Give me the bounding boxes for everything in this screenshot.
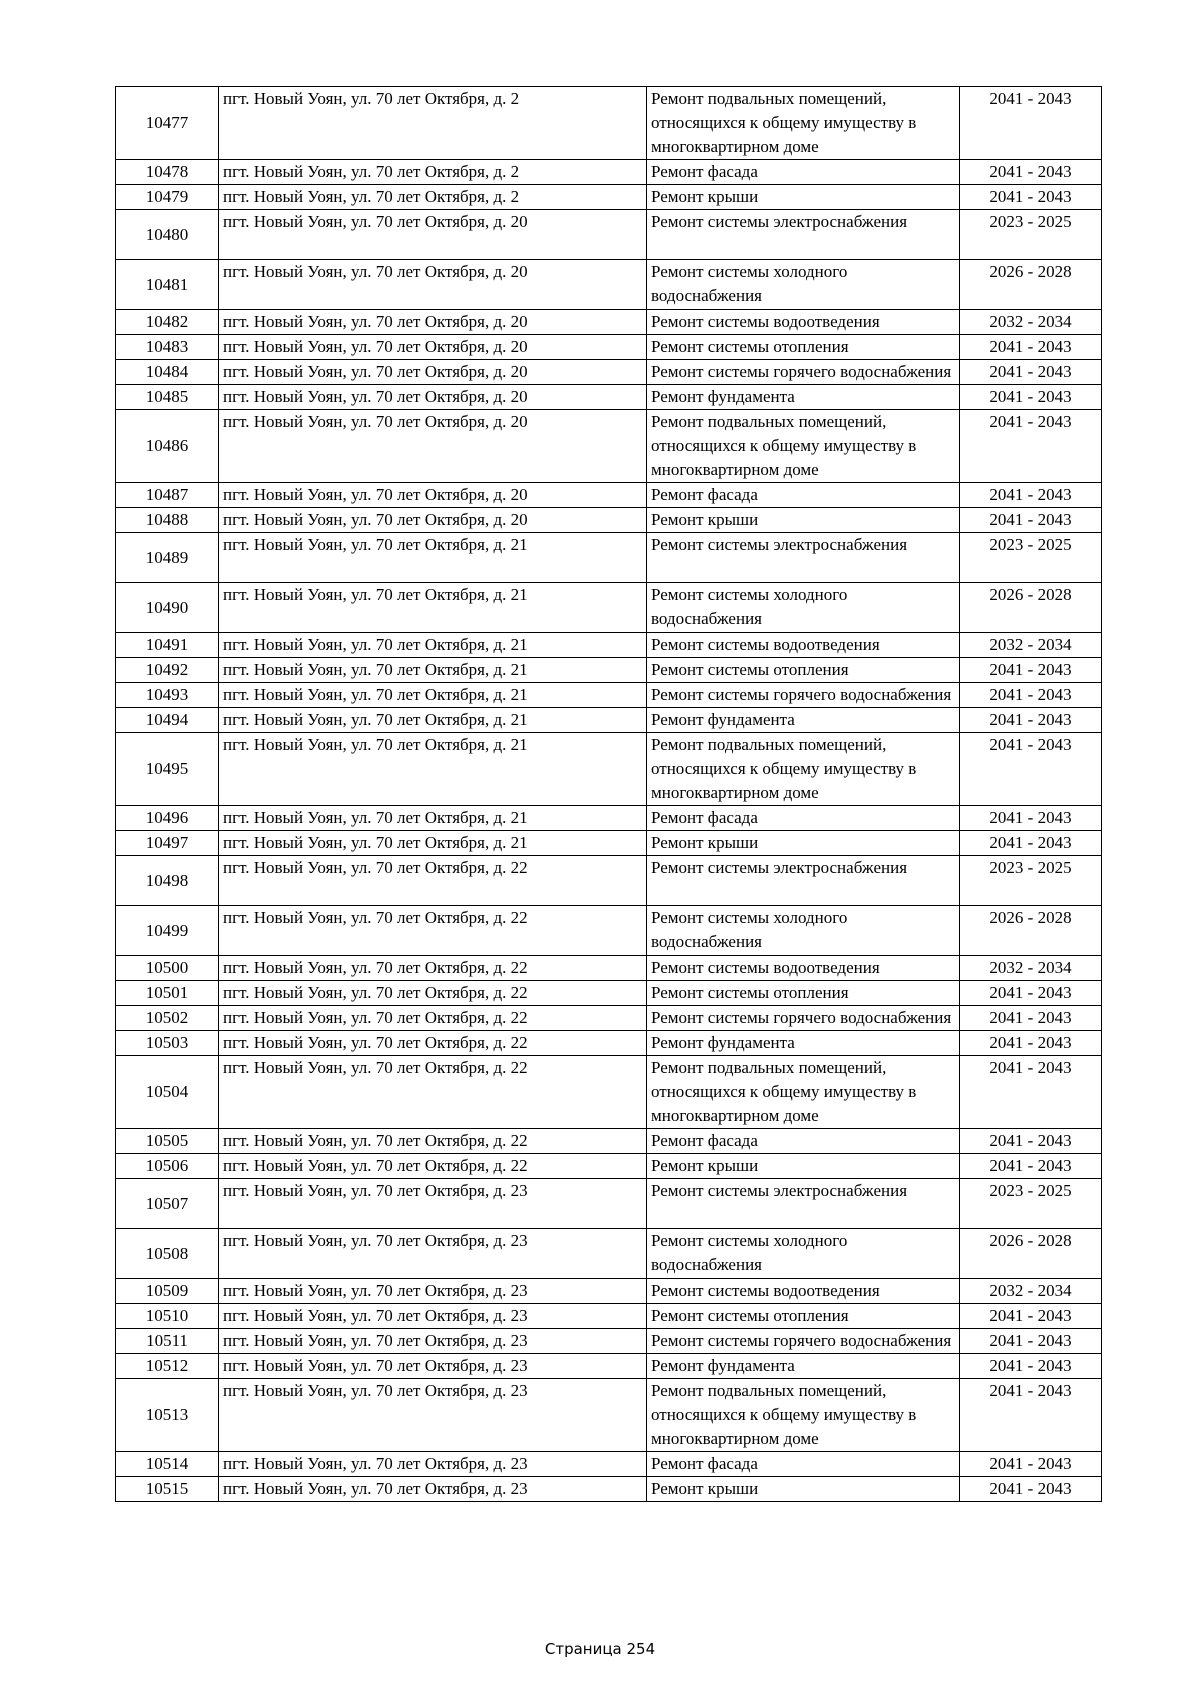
table-row	[116, 87, 1102, 160]
row-period-cell: 2041 - 2043	[960, 1452, 1102, 1477]
row-number-cell: 10503	[116, 1031, 219, 1056]
row-number-cell: 10485	[116, 385, 219, 410]
row-number-cell: 10490	[116, 583, 219, 633]
row-period-cell: 2041 - 2043	[960, 87, 1102, 160]
row-period-cell: 2023 - 2025	[960, 856, 1102, 906]
row-address-cell: пгт. Новый Уоян, ул. 70 лет Октября, д. 22	[219, 856, 647, 906]
table-row	[116, 856, 1102, 906]
row-period-cell: 2041 - 2043	[960, 483, 1102, 508]
row-work-cell: Ремонт системы холодного водоснабжения	[647, 906, 960, 956]
row-period-cell: 2023 - 2025	[960, 210, 1102, 260]
table-row	[116, 658, 1102, 683]
row-work-cell: Ремонт системы холодного водоснабжения	[647, 1229, 960, 1279]
row-address-cell: пгт. Новый Уоян, ул. 70 лет Октября, д. 22	[219, 906, 647, 956]
row-work-cell: Ремонт фундамента	[647, 385, 960, 410]
table-row	[116, 733, 1102, 806]
table-row	[116, 1279, 1102, 1304]
row-period-cell: 2041 - 2043	[960, 981, 1102, 1006]
row-period-cell: 2041 - 2043	[960, 1006, 1102, 1031]
table-row	[116, 1129, 1102, 1154]
row-work-cell: Ремонт фасада	[647, 483, 960, 508]
table-row	[116, 410, 1102, 483]
row-period-cell: 2041 - 2043	[960, 1304, 1102, 1329]
table-row	[116, 1179, 1102, 1229]
row-number-cell: 10487	[116, 483, 219, 508]
row-address-cell: пгт. Новый Уоян, ул. 70 лет Октября, д. 20	[219, 483, 647, 508]
row-period-cell: 2041 - 2043	[960, 410, 1102, 483]
row-work-cell: Ремонт подвальных помещений, относящихся к общему имуществу в многоквартирном доме	[647, 87, 960, 160]
row-period-cell: 2041 - 2043	[960, 1056, 1102, 1129]
row-period-cell: 2026 - 2028	[960, 1229, 1102, 1279]
row-address-cell: пгт. Новый Уоян, ул. 70 лет Октября, д. 21	[219, 831, 647, 856]
row-address-cell: пгт. Новый Уоян, ул. 70 лет Октября, д. 2	[219, 185, 647, 210]
row-number-cell: 10483	[116, 335, 219, 360]
row-period-cell: 2023 - 2025	[960, 533, 1102, 583]
row-period-cell: 2032 - 2034	[960, 956, 1102, 981]
row-period-cell: 2041 - 2043	[960, 708, 1102, 733]
row-number-cell: 10491	[116, 633, 219, 658]
row-number-cell: 10512	[116, 1354, 219, 1379]
row-number-cell: 10504	[116, 1056, 219, 1129]
row-number-cell: 10510	[116, 1304, 219, 1329]
row-address-cell: пгт. Новый Уоян, ул. 70 лет Октября, д. 23	[219, 1229, 647, 1279]
row-period-cell: 2041 - 2043	[960, 1354, 1102, 1379]
table-row	[116, 335, 1102, 360]
row-work-cell: Ремонт фундамента	[647, 1354, 960, 1379]
row-work-cell: Ремонт подвальных помещений, относящихся к общему имуществу в многоквартирном доме	[647, 1056, 960, 1129]
row-period-cell: 2041 - 2043	[960, 1154, 1102, 1179]
row-address-cell: пгт. Новый Уоян, ул. 70 лет Октября, д. 23	[219, 1354, 647, 1379]
row-work-cell: Ремонт фасада	[647, 160, 960, 185]
row-work-cell: Ремонт системы горячего водоснабжения	[647, 360, 960, 385]
row-period-cell: 2032 - 2034	[960, 1279, 1102, 1304]
row-address-cell: пгт. Новый Уоян, ул. 70 лет Октября, д. 20	[219, 385, 647, 410]
row-number-cell: 10492	[116, 658, 219, 683]
row-address-cell: пгт. Новый Уоян, ул. 70 лет Октября, д. 21	[219, 806, 647, 831]
row-period-cell: 2023 - 2025	[960, 1179, 1102, 1229]
row-work-cell: Ремонт системы водоотведения	[647, 956, 960, 981]
row-work-cell: Ремонт крыши	[647, 185, 960, 210]
row-number-cell: 10496	[116, 806, 219, 831]
row-address-cell: пгт. Новый Уоян, ул. 70 лет Октября, д. 21	[219, 658, 647, 683]
table-row	[116, 1304, 1102, 1329]
row-number-cell: 10509	[116, 1279, 219, 1304]
row-period-cell: 2032 - 2034	[960, 310, 1102, 335]
row-work-cell: Ремонт системы горячего водоснабжения	[647, 683, 960, 708]
row-period-cell: 2041 - 2043	[960, 1379, 1102, 1452]
row-address-cell: пгт. Новый Уоян, ул. 70 лет Октября, д. 23	[219, 1452, 647, 1477]
row-address-cell: пгт. Новый Уоян, ул. 70 лет Октября, д. 22	[219, 956, 647, 981]
row-period-cell: 2041 - 2043	[960, 683, 1102, 708]
row-number-cell: 10501	[116, 981, 219, 1006]
table-row	[116, 1452, 1102, 1477]
row-work-cell: Ремонт крыши	[647, 1154, 960, 1179]
row-number-cell: 10486	[116, 410, 219, 483]
row-address-cell: пгт. Новый Уоян, ул. 70 лет Октября, д. 23	[219, 1179, 647, 1229]
row-period-cell: 2041 - 2043	[960, 806, 1102, 831]
row-number-cell: 10499	[116, 906, 219, 956]
table-row	[116, 1056, 1102, 1129]
row-work-cell: Ремонт системы горячего водоснабжения	[647, 1329, 960, 1354]
table-row	[116, 260, 1102, 310]
row-address-cell: пгт. Новый Уоян, ул. 70 лет Октября, д. 23	[219, 1379, 647, 1452]
row-period-cell: 2041 - 2043	[960, 185, 1102, 210]
row-work-cell: Ремонт фасада	[647, 1129, 960, 1154]
row-number-cell: 10495	[116, 733, 219, 806]
row-address-cell: пгт. Новый Уоян, ул. 70 лет Октября, д. 21	[219, 633, 647, 658]
row-number-cell: 10505	[116, 1129, 219, 1154]
row-number-cell: 10480	[116, 210, 219, 260]
row-address-cell: пгт. Новый Уоян, ул. 70 лет Октября, д. 22	[219, 1056, 647, 1129]
table-row	[116, 1229, 1102, 1279]
row-number-cell: 10507	[116, 1179, 219, 1229]
row-period-cell: 2041 - 2043	[960, 360, 1102, 385]
row-address-cell: пгт. Новый Уоян, ул. 70 лет Октября, д. 20	[219, 335, 647, 360]
row-period-cell: 2041 - 2043	[960, 160, 1102, 185]
table-row	[116, 633, 1102, 658]
table-row	[116, 1006, 1102, 1031]
row-period-cell: 2026 - 2028	[960, 583, 1102, 633]
table-row	[116, 806, 1102, 831]
table-row	[116, 310, 1102, 335]
row-work-cell: Ремонт системы холодного водоснабжения	[647, 583, 960, 633]
row-address-cell: пгт. Новый Уоян, ул. 70 лет Октября, д. 23	[219, 1329, 647, 1354]
row-number-cell: 10513	[116, 1379, 219, 1452]
row-address-cell: пгт. Новый Уоян, ул. 70 лет Октября, д. 22	[219, 1006, 647, 1031]
row-work-cell: Ремонт системы отопления	[647, 981, 960, 1006]
row-address-cell: пгт. Новый Уоян, ул. 70 лет Октября, д. 23	[219, 1279, 647, 1304]
table-row	[116, 483, 1102, 508]
row-address-cell: пгт. Новый Уоян, ул. 70 лет Октября, д. 22	[219, 1031, 647, 1056]
table-row	[116, 210, 1102, 260]
row-work-cell: Ремонт системы водоотведения	[647, 310, 960, 335]
row-period-cell: 2041 - 2043	[960, 1329, 1102, 1354]
row-address-cell: пгт. Новый Уоян, ул. 70 лет Октября, д. 2	[219, 87, 647, 160]
row-address-cell: пгт. Новый Уоян, ул. 70 лет Октября, д. 20	[219, 508, 647, 533]
table-row	[116, 583, 1102, 633]
row-number-cell: 10498	[116, 856, 219, 906]
table-row	[116, 1354, 1102, 1379]
row-period-cell: 2041 - 2043	[960, 385, 1102, 410]
row-address-cell: пгт. Новый Уоян, ул. 70 лет Октября, д. 22	[219, 981, 647, 1006]
row-number-cell: 10481	[116, 260, 219, 310]
row-address-cell: пгт. Новый Уоян, ул. 70 лет Октября, д. 20	[219, 410, 647, 483]
row-address-cell: пгт. Новый Уоян, ул. 70 лет Октября, д. 20	[219, 210, 647, 260]
row-work-cell: Ремонт системы холодного водоснабжения	[647, 260, 960, 310]
row-number-cell: 10488	[116, 508, 219, 533]
row-address-cell: пгт. Новый Уоян, ул. 70 лет Октября, д. 22	[219, 1154, 647, 1179]
row-number-cell: 10508	[116, 1229, 219, 1279]
row-period-cell: 2041 - 2043	[960, 831, 1102, 856]
table-row	[116, 683, 1102, 708]
row-number-cell: 10493	[116, 683, 219, 708]
row-period-cell: 2041 - 2043	[960, 658, 1102, 683]
row-address-cell: пгт. Новый Уоян, ул. 70 лет Октября, д. 23	[219, 1477, 647, 1502]
row-address-cell: пгт. Новый Уоян, ул. 70 лет Октября, д. 21	[219, 708, 647, 733]
row-number-cell: 10478	[116, 160, 219, 185]
row-work-cell: Ремонт системы отопления	[647, 1304, 960, 1329]
row-address-cell: пгт. Новый Уоян, ул. 70 лет Октября, д. 21	[219, 533, 647, 583]
row-address-cell: пгт. Новый Уоян, ул. 70 лет Октября, д. 23	[219, 1304, 647, 1329]
row-period-cell: 2041 - 2043	[960, 1031, 1102, 1056]
table-row	[116, 906, 1102, 956]
row-number-cell: 10515	[116, 1477, 219, 1502]
row-work-cell: Ремонт системы горячего водоснабжения	[647, 1006, 960, 1031]
row-work-cell: Ремонт фундамента	[647, 1031, 960, 1056]
row-period-cell: 2032 - 2034	[960, 633, 1102, 658]
table-row	[116, 708, 1102, 733]
row-work-cell: Ремонт крыши	[647, 508, 960, 533]
row-address-cell: пгт. Новый Уоян, ул. 70 лет Октября, д. 21	[219, 583, 647, 633]
row-work-cell: Ремонт подвальных помещений, относящихся к общему имуществу в многоквартирном доме	[647, 1379, 960, 1452]
table-row	[116, 508, 1102, 533]
row-number-cell: 10502	[116, 1006, 219, 1031]
table-row	[116, 533, 1102, 583]
table-row	[116, 1477, 1102, 1502]
page-footer: Страница 254	[544, 1640, 656, 1658]
table-row	[116, 185, 1102, 210]
table-row	[116, 981, 1102, 1006]
table-row	[116, 1329, 1102, 1354]
row-number-cell: 10514	[116, 1452, 219, 1477]
row-address-cell: пгт. Новый Уоян, ул. 70 лет Октября, д. 20	[219, 360, 647, 385]
row-work-cell: Ремонт подвальных помещений, относящихся к общему имуществу в многоквартирном доме	[647, 410, 960, 483]
table-row	[116, 1154, 1102, 1179]
row-number-cell: 10494	[116, 708, 219, 733]
row-work-cell: Ремонт системы электроснабжения	[647, 1179, 960, 1229]
row-period-cell: 2041 - 2043	[960, 508, 1102, 533]
row-address-cell: пгт. Новый Уоян, ул. 70 лет Октября, д. 21	[219, 683, 647, 708]
row-work-cell: Ремонт системы электроснабжения	[647, 533, 960, 583]
table-row	[116, 1379, 1102, 1452]
row-work-cell: Ремонт подвальных помещений, относящихся к общему имуществу в многоквартирном доме	[647, 733, 960, 806]
works-table	[115, 86, 1102, 1502]
row-period-cell: 2026 - 2028	[960, 906, 1102, 956]
row-period-cell: 2041 - 2043	[960, 733, 1102, 806]
row-work-cell: Ремонт системы электроснабжения	[647, 210, 960, 260]
table-row	[116, 160, 1102, 185]
row-work-cell: Ремонт системы электроснабжения	[647, 856, 960, 906]
row-work-cell: Ремонт системы водоотведения	[647, 633, 960, 658]
row-work-cell: Ремонт системы водоотведения	[647, 1279, 960, 1304]
row-number-cell: 10497	[116, 831, 219, 856]
row-number-cell: 10511	[116, 1329, 219, 1354]
row-number-cell: 10489	[116, 533, 219, 583]
table-row	[116, 1031, 1102, 1056]
row-period-cell: 2041 - 2043	[960, 1129, 1102, 1154]
row-work-cell: Ремонт системы отопления	[647, 658, 960, 683]
row-number-cell: 10482	[116, 310, 219, 335]
row-address-cell: пгт. Новый Уоян, ул. 70 лет Октября, д. 2	[219, 160, 647, 185]
row-address-cell: пгт. Новый Уоян, ул. 70 лет Октября, д. 20	[219, 260, 647, 310]
row-number-cell: 10477	[116, 87, 219, 160]
row-address-cell: пгт. Новый Уоян, ул. 70 лет Октября, д. 21	[219, 733, 647, 806]
table-row	[116, 385, 1102, 410]
row-period-cell: 2041 - 2043	[960, 335, 1102, 360]
row-address-cell: пгт. Новый Уоян, ул. 70 лет Октября, д. 20	[219, 310, 647, 335]
table-row	[116, 831, 1102, 856]
row-number-cell: 10500	[116, 956, 219, 981]
works-table-body	[116, 87, 1102, 1502]
table-row	[116, 956, 1102, 981]
row-work-cell: Ремонт фасада	[647, 806, 960, 831]
row-period-cell: 2041 - 2043	[960, 1477, 1102, 1502]
row-work-cell: Ремонт фундамента	[647, 708, 960, 733]
table-row	[116, 360, 1102, 385]
row-number-cell: 10506	[116, 1154, 219, 1179]
row-work-cell: Ремонт крыши	[647, 831, 960, 856]
row-work-cell: Ремонт крыши	[647, 1477, 960, 1502]
row-work-cell: Ремонт системы отопления	[647, 335, 960, 360]
row-address-cell: пгт. Новый Уоян, ул. 70 лет Октября, д. 22	[219, 1129, 647, 1154]
row-number-cell: 10484	[116, 360, 219, 385]
row-period-cell: 2026 - 2028	[960, 260, 1102, 310]
row-work-cell: Ремонт фасада	[647, 1452, 960, 1477]
row-number-cell: 10479	[116, 185, 219, 210]
